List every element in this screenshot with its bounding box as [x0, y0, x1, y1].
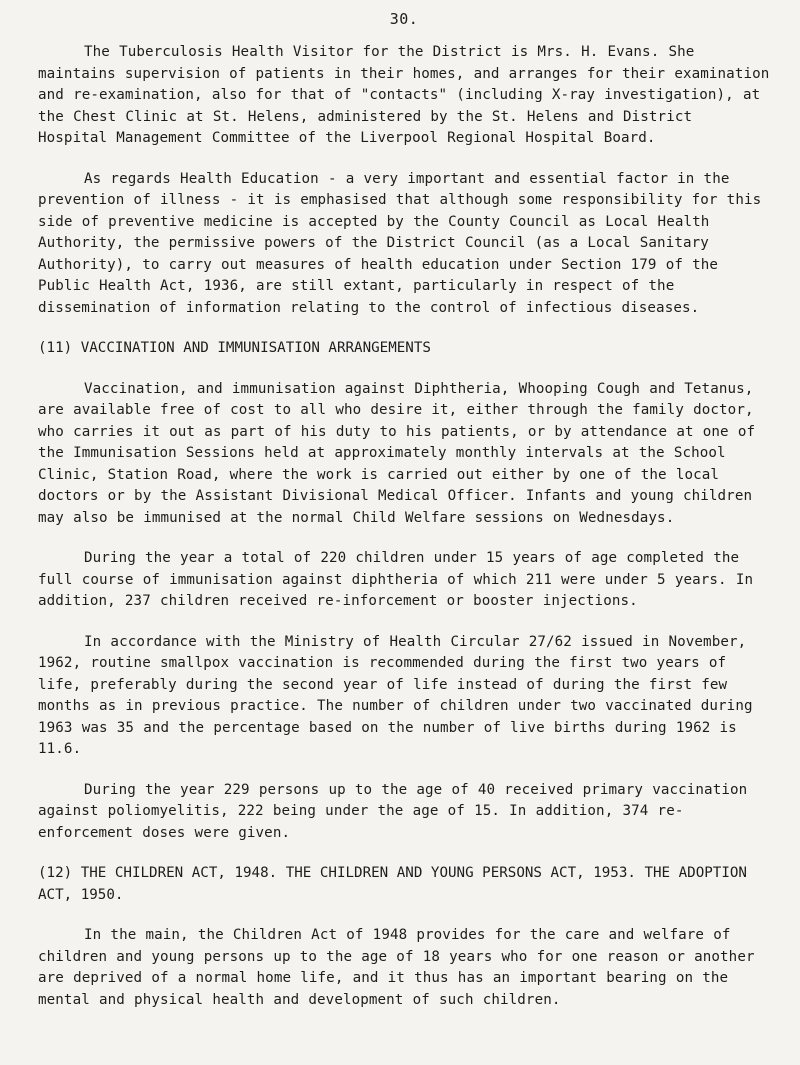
page-number: 30. — [389, 10, 419, 28]
section-11-heading: (11) VACCINATION AND IMMUNISATION ARRANGEMENTS — [38, 340, 431, 356]
paragraph-tb-health-visitor: The Tuberculosis Health Visitor for the District is Mrs. H. Evans. She maintains supervision of patients in their homes, and arranges for their examination and re-examination, also for that of "contacts" (including X-ray investigation), at the Chest Clinic at St. Helens, administered by the St. Helens and District Hospital Management Committee of the Liverpool Regional Hospital Board. — [38, 44, 770, 146]
paragraph-smallpox-vaccination: In accordance with the Ministry of Health Circular 27/62 issued in November, 1962, routine smallpox vaccination is recommended during the first two years of life, preferably during the second year of life instead of during the first few months as in previous practice. The number of children under two vaccinated during 1963 was 35 and the percentage based on the number of live births during 1962 is 11.6. — [38, 633, 753, 757]
paragraph-vaccination-availability: Vaccination, and immunisation against Diphtheria, Whooping Cough and Tetanus, are available free of cost to all who desire it, either through the family doctor, who carries it out as part of his duty to his patients, or by attendance at one of the Immunisation Sessions held at approximately monthly intervals at the School Clinic, Station Road, where the work is carried out either by one of the local doctors or by the Assistant Divisional Medical Officer. Infants and young children may also be immunised at the normal Child Welfare sessions on Wednesdays. — [38, 380, 756, 526]
paragraph-health-education: As regards Health Education - a very important and essential factor in the prevention of illness - it is emphasised that although some responsibility for this side of preventive medicine is accepted by the County Council as Local Health Authority, the permissive powers of the District Council (as a Local Sanitary Authority), to carry out measures of health education under Section 179 of the Public Health Act, 1936, are still extant, particularly in respect of the dissemination of information relating to the control of infectious diseases. — [38, 170, 762, 316]
paragraph-poliomyelitis-vaccination: During the year 229 persons up to the age of 40 received primary vaccination against poliomyelitis, 222 being under the age of 15. In addition, 374 re-enforcement doses were given. — [38, 781, 748, 841]
paragraph-diphtheria-immunisation: During the year a total of 220 children under 15 years of age completed the full course of immunisation against diphtheria of which 211 were under 5 years. In addition, 237 children received re-inforcement or booster injections. — [38, 550, 754, 609]
paragraph-children-act: In the main, the Children Act of 1948 provides for the care and welfare of children and young persons up to the age of 18 years who for one reason or another are deprived of a normal home life, and it thus has an important bearing on the mental and physical health and development of such children. — [38, 927, 755, 1008]
section-12-heading: (12) THE CHILDREN ACT, 1948. THE CHILDREN AND YOUNG PERSONS ACT, 1953. THE ADOPTION ACT, 1950. — [38, 865, 747, 903]
